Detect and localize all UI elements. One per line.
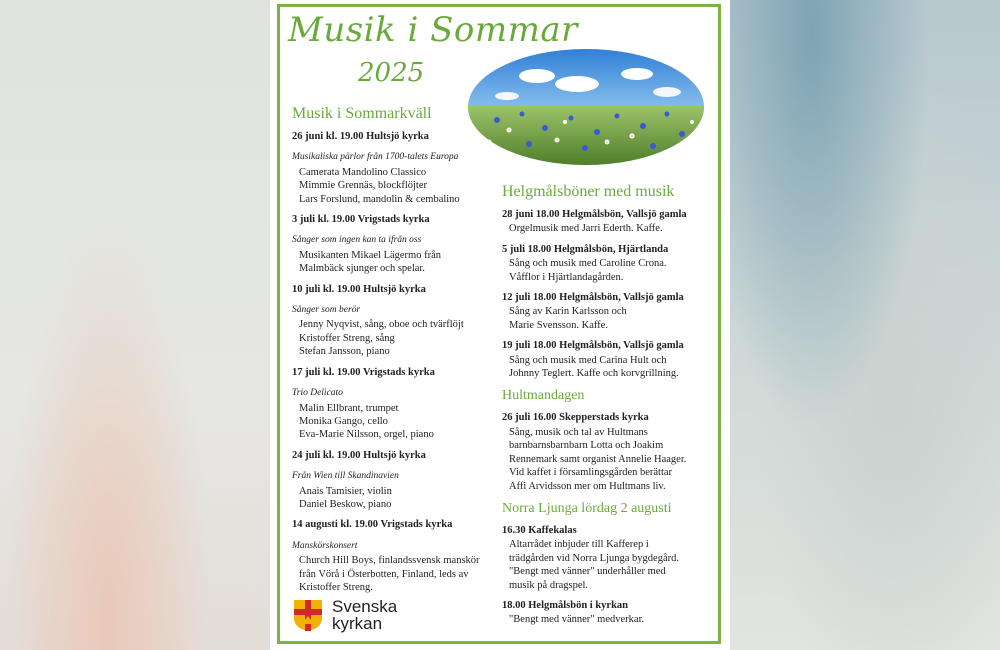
event-date: 12 juli 18.00 Helgmålsbön, Vallsjö gamla: [502, 292, 684, 304]
event-line: Johnny Teglert. Kaffe och korvgrillning.: [509, 368, 679, 380]
event-line: Anais Tamisier, violin: [299, 485, 392, 497]
event-line: Malin Ellbrant, trumpet: [299, 402, 399, 414]
event-line: Monika Gango, cello: [299, 415, 388, 427]
event-date: 14 augusti kl. 19.00 Vrigstads kyrka: [292, 519, 453, 531]
event-date: 10 juli kl. 19.00 Hultsjö kyrka: [292, 283, 426, 295]
event-line: Affi Arvidsson mer om Hultmans liv.: [509, 480, 666, 492]
event-subtitle: Manskörskonsert: [292, 540, 358, 551]
event-line: Malmbäck sjunger och spelar.: [299, 263, 425, 275]
event-date: 19 juli 18.00 Helgmålsbön, Vallsjö gamla: [502, 340, 684, 352]
event-line: Camerata Mandolino Classico: [299, 166, 427, 178]
event-item: [502, 599, 712, 627]
blurred-background-right: [730, 0, 1000, 650]
section-heading-musik: Musik i Sommarkväll: [292, 105, 432, 122]
meadow-photo: [467, 48, 705, 166]
event-subtitle: Sånger som berör: [292, 305, 361, 316]
event-date: 5 juli 18.00 Helgmålsbön, Hjärtlanda: [502, 243, 669, 255]
event-item: [502, 291, 712, 332]
event-item: [502, 243, 712, 284]
event-date: 28 juni 18.00 Helgmålsbön, Vallsjö gamla: [502, 209, 687, 220]
event-item: [292, 449, 492, 512]
event-line: Musikanten Mikael Lägermo från: [299, 249, 441, 261]
event-item: [502, 411, 712, 492]
event-item: [292, 130, 492, 206]
event-item: [292, 366, 492, 442]
event-line: Altarrådet inbjuder till Kafferep i: [509, 539, 649, 551]
event-line: Sång och musik med Carina Hult och: [509, 354, 667, 366]
event-line: "Bengt med vänner" underhåller med: [509, 566, 666, 578]
event-subtitle: Trio Delicato: [292, 388, 343, 399]
section-heading-helgmal: Helgmålsböner med musik: [502, 183, 675, 200]
svenska-kyrkan-logo: [292, 598, 412, 634]
blurred-background-left: [0, 0, 270, 650]
left-column: [292, 104, 492, 601]
event-date: 24 juli kl. 19.00 Hultsjö kyrka: [292, 449, 426, 461]
event-subtitle: Musikaliska pärlor från 1700-talets Europa: [292, 152, 459, 163]
event-line: Våfflor i Hjärtlandagården.: [509, 271, 624, 283]
poster: [270, 0, 730, 650]
event-item: [502, 208, 712, 236]
event-line: Sång och musik med Caroline Crona.: [509, 258, 667, 270]
event-line: "Bengt med vänner" medverkar.: [509, 614, 645, 626]
event-line: Stefan Jansson, piano: [299, 346, 390, 358]
event-item: [292, 518, 492, 594]
event-line: Mimmie Grennäs, blockflöjter: [299, 180, 428, 192]
event-date: 18.00 Helgmålsbön i kyrkan: [502, 599, 629, 611]
section-heading-norra-ljunga: Norra Ljunga lördag 2 augusti: [502, 500, 672, 516]
event-item: [502, 524, 712, 592]
event-line: Lars Forslund, mandolin & cembalino: [299, 193, 460, 205]
right-column: [502, 182, 712, 634]
event-line: från Vörå i Österbotten, Finland, leds av: [299, 568, 469, 580]
event-subtitle: Från Wien till Skandinavien: [292, 471, 399, 482]
event-subtitle: Sånger som ingen kan ta ifrån oss: [292, 235, 422, 246]
event-line: Sång, musik och tal av Hultmans: [509, 426, 648, 438]
event-line: Eva-Marie Nilsson, orgel, piano: [299, 429, 434, 441]
event-line: barnbarnsbarnbarn Lotta och Joakim: [509, 440, 664, 452]
logo-text: [332, 598, 397, 632]
event-line: Rennemark samt organist Annelie Haager.: [509, 453, 687, 465]
event-line: Daniel Beskow, piano: [299, 498, 392, 510]
logo-line-2: kyrkan: [332, 614, 383, 633]
event-line: Vid kaffet i församlingsgården berättar: [509, 467, 673, 479]
logo-line-1: Svenska: [332, 597, 398, 616]
event-item: [292, 213, 492, 276]
poster-year: 2025: [358, 58, 425, 88]
event-line: Sång av Karin Karlsson och: [509, 306, 627, 318]
event-date: 3 juli kl. 19.00 Vrigstads kyrka: [292, 214, 430, 226]
event-date: 17 juli kl. 19.00 Vrigstads kyrka: [292, 366, 435, 378]
cross-crown-icon: [292, 598, 324, 632]
event-date: 26 juni kl. 19.00 Hultsjö kyrka: [292, 131, 429, 142]
event-item: [502, 339, 712, 380]
event-line: Jenny Nyqvist, sång, oboe och tvärflöjt: [299, 319, 464, 331]
event-line: musik på dragspel.: [509, 579, 589, 591]
event-line: Church Hill Boys, finlandssvensk manskör: [299, 555, 480, 567]
event-line: Marie Svensson. Kaffe.: [509, 319, 608, 331]
section-heading-hultmandagen: Hultmandagen: [502, 388, 585, 404]
event-date: 16.30 Kaffekalas: [502, 524, 577, 536]
event-line: trädgården vid Norra Ljunga bygdegård.: [509, 552, 679, 564]
event-line: Kristoffer Streng.: [299, 581, 373, 593]
event-date: 26 juli 16.00 Skepperstads kyrka: [502, 412, 649, 424]
event-line: Kristoffer Streng, sång: [299, 332, 395, 344]
event-item: [292, 283, 492, 359]
event-line: Orgelmusik med Jarri Ederth. Kaffe.: [509, 223, 663, 235]
poster-title: Musik i Sommar: [288, 10, 578, 50]
